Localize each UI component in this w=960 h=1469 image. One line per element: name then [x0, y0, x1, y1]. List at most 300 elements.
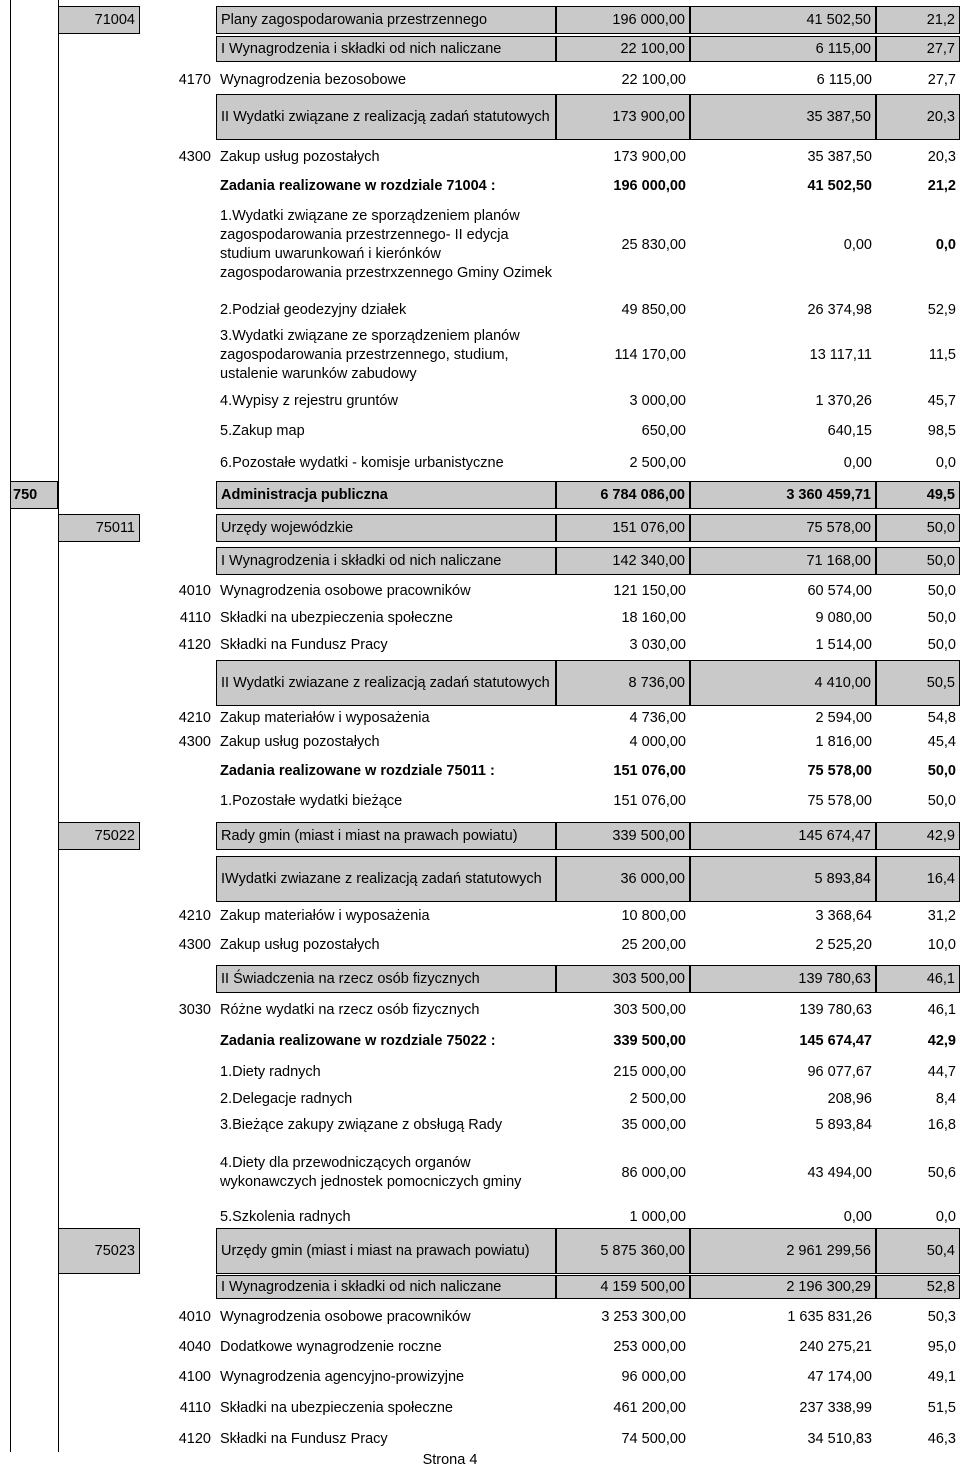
description-cell: 3.Wydatki związane ze sporządzeniem planów zagospodarowania przestrzennego, studium, ustalenie warunków zabudowy: [220, 327, 520, 382]
table-row: [0, 905, 960, 927]
description-cell: Zakup usług pozostałych: [220, 936, 380, 953]
rozdzial-cell: [58, 1306, 140, 1328]
table-row: [0, 965, 960, 993]
percent-cell: 0,0: [935, 236, 956, 253]
description-cell: 3.Bieżące zakupy związane z obsługą Rady: [220, 1116, 503, 1133]
dzial-cell: [10, 145, 58, 169]
plan-amount-cell: 2 500,00: [629, 454, 686, 471]
paragraf-cell: 4210: [178, 709, 211, 726]
dzial-cell: [10, 1366, 58, 1388]
dzial-cell: [10, 965, 58, 993]
executed-amount-cell: 640,15: [827, 422, 872, 439]
rozdzial-cell: [58, 94, 140, 140]
rozdzial-cell: [58, 1336, 140, 1358]
percent-cell: 31,2: [927, 907, 956, 924]
executed-amount-cell: 2 525,20: [815, 936, 872, 953]
plan-amount-cell: 303 500,00: [556, 965, 690, 993]
executed-amount-cell: 240 275,21: [799, 1338, 872, 1355]
percent-cell: 50,0: [927, 582, 956, 599]
dzial-cell: [10, 856, 58, 902]
table-row: [0, 1397, 960, 1419]
description-cell: 5.Zakup map: [220, 422, 305, 439]
description-cell: 4.Diety dla przewodniczących organów wykonawczych jednostek pomocniczych gminy: [220, 1155, 522, 1190]
plan-amount-cell: 461 200,00: [613, 1399, 686, 1416]
executed-amount-cell: 34 510,83: [807, 1430, 872, 1447]
percent-cell: 42,9: [876, 822, 960, 850]
executed-amount-cell: 145 674,47: [690, 822, 876, 850]
executed-amount-cell: 3 360 459,71: [690, 481, 876, 509]
table-row: [0, 1228, 960, 1274]
paragraf-cell: [140, 390, 215, 412]
percent-cell: 50,3: [927, 1308, 956, 1325]
paragraf-cell: 4040: [178, 1338, 211, 1355]
plan-amount-cell: 22 100,00: [556, 36, 690, 62]
table-row: [0, 420, 960, 442]
percent-cell: 16,4: [876, 856, 960, 902]
table-row: [0, 580, 960, 602]
table-row: [0, 790, 960, 812]
dzial-cell: [10, 1061, 58, 1083]
column-divider: [58, 0, 59, 1452]
description-cell: Składki na Fundusz Pracy: [220, 1430, 388, 1447]
percent-cell: 10,0: [927, 936, 956, 953]
paragraf-cell: [140, 514, 215, 542]
description-cell: Urzędy wojewódzkie: [216, 514, 556, 542]
plan-amount-cell: 25 830,00: [621, 236, 686, 253]
executed-amount-cell: 71 168,00: [690, 547, 876, 575]
executed-amount-cell: 35 387,50: [690, 94, 876, 140]
plan-amount-cell: 10 800,00: [621, 907, 686, 924]
table-row: [0, 934, 960, 956]
table-row: [0, 1306, 960, 1328]
plan-amount-cell: 2 500,00: [629, 1090, 686, 1107]
paragraf-cell: [140, 660, 215, 706]
paragraf-cell: [140, 1028, 215, 1054]
dzial-cell: [10, 822, 58, 850]
dzial-cell: [10, 1028, 58, 1054]
percent-cell: 50,0: [927, 609, 956, 626]
description-cell: I Wynagrodzenia i składki od nich naliczane: [216, 547, 556, 575]
rozdzial-cell: [58, 790, 140, 812]
executed-amount-cell: 1 816,00: [815, 733, 872, 750]
paragraf-cell: [140, 452, 215, 474]
rozdzial-cell: [58, 660, 140, 706]
plan-amount-cell: 4 159 500,00: [556, 1275, 690, 1299]
rozdzial-cell: [58, 707, 140, 729]
executed-amount-cell: 2 196 300,29: [690, 1275, 876, 1299]
executed-amount-cell: 1 635 831,26: [787, 1308, 872, 1325]
dzial-cell: [10, 1336, 58, 1358]
dzial-cell: [10, 94, 58, 140]
paragraf-cell: [140, 856, 215, 902]
percent-cell: 50,6: [927, 1164, 956, 1181]
rozdzial-cell: [58, 731, 140, 753]
description-cell: Plany zagospodarowania przestrzennego: [216, 6, 556, 34]
rozdzial-cell: [58, 69, 140, 91]
description-cell: Składki na ubezpieczenia społeczne: [220, 609, 453, 626]
percent-cell: 21,2: [876, 6, 960, 34]
plan-amount-cell: 1 000,00: [629, 1208, 686, 1225]
dzial-cell: [10, 299, 58, 321]
plan-amount-cell: 96 000,00: [621, 1368, 686, 1385]
rozdzial-cell: [58, 1061, 140, 1083]
description-cell: II Wydatki zwiazane z realizacją zadań statutowych: [216, 660, 556, 706]
plan-amount-cell: 25 200,00: [621, 936, 686, 953]
dzial-cell: [10, 607, 58, 629]
rozdzial-cell: 71004: [58, 6, 140, 34]
dzial-cell: [10, 999, 58, 1021]
description-cell: Rady gmin (miast i miast na prawach powiatu): [216, 822, 556, 850]
percent-cell: 54,8: [927, 709, 956, 726]
paragraf-cell: [140, 6, 215, 34]
rozdzial-cell: [58, 1206, 140, 1228]
paragraf-cell: [140, 420, 215, 442]
executed-amount-cell: 0,00: [843, 236, 872, 253]
percent-cell: 27,7: [927, 71, 956, 88]
dzial-cell: [10, 790, 58, 812]
rozdzial-cell: [58, 452, 140, 474]
percent-cell: 46,1: [876, 965, 960, 993]
dzial-cell: [10, 514, 58, 542]
plan-amount-cell: 142 340,00: [556, 547, 690, 575]
paragraf-cell: 4210: [178, 907, 211, 924]
table-row: [0, 481, 960, 509]
description-cell: 2.Delegacje radnych: [220, 1090, 353, 1107]
plan-amount-cell: 196 000,00: [613, 177, 686, 194]
paragraf-cell: 4120: [178, 636, 211, 653]
plan-amount-cell: 86 000,00: [621, 1164, 686, 1181]
paragraf-cell: [140, 1275, 215, 1299]
dzial-cell: [10, 1397, 58, 1419]
dzial-cell: [10, 660, 58, 706]
rozdzial-cell: [58, 390, 140, 412]
percent-cell: 20,3: [876, 94, 960, 140]
rozdzial-cell: [58, 36, 140, 62]
executed-amount-cell: 96 077,67: [807, 1063, 872, 1080]
percent-cell: 0,0: [935, 1208, 956, 1225]
dzial-cell: [10, 324, 58, 386]
paragraf-cell: 4120: [178, 1430, 211, 1447]
paragraf-cell: 4170: [178, 71, 211, 88]
table-row: [0, 390, 960, 412]
table-row: [0, 758, 960, 784]
paragraf-cell: [140, 965, 215, 993]
dzial-cell: [10, 1306, 58, 1328]
description-cell: Zadania realizowane w rozdziale 75022 :: [220, 1032, 496, 1049]
description-cell: 1.Wydatki związane ze sporządzeniem planów zagospodarowania przestrzennego- II edycja studium uwarunkowań i kierónków zagospodarowania przestrxzennego Gminy Ozimek: [220, 208, 553, 281]
rozdzial-cell: [58, 1275, 140, 1299]
executed-amount-cell: 75 578,00: [807, 762, 872, 779]
percent-cell: 49,5: [876, 481, 960, 509]
description-cell: Zadania realizowane w rozdziale 75011 :: [220, 762, 495, 779]
description-cell: 2.Podział geodezyjny działek: [220, 301, 407, 318]
rozdzial-cell: [58, 145, 140, 169]
plan-amount-cell: 215 000,00: [613, 1063, 686, 1080]
executed-amount-cell: 41 502,50: [807, 177, 872, 194]
percent-cell: 42,9: [927, 1032, 956, 1049]
percent-cell: 20,3: [927, 148, 956, 165]
percent-cell: 50,4: [876, 1228, 960, 1274]
plan-amount-cell: 339 500,00: [556, 822, 690, 850]
plan-amount-cell: 151 076,00: [613, 792, 686, 809]
rozdzial-cell: [58, 299, 140, 321]
executed-amount-cell: 5 893,84: [815, 1116, 872, 1133]
table-row: [0, 514, 960, 542]
rozdzial-cell: [58, 195, 140, 295]
executed-amount-cell: 2 594,00: [815, 709, 872, 726]
plan-amount-cell: 339 500,00: [613, 1032, 686, 1049]
description-cell: Zakup materiałów i wyposażenia: [220, 907, 430, 924]
description-cell: I Wynagrodzenia i składki od nich naliczane: [216, 1275, 556, 1299]
description-cell: 4.Wypisy z rejestru gruntów: [220, 392, 398, 409]
plan-amount-cell: 74 500,00: [621, 1430, 686, 1447]
description-cell: Administracja publiczna: [216, 481, 556, 509]
executed-amount-cell: 13 117,11: [809, 346, 872, 363]
plan-amount-cell: 303 500,00: [613, 1001, 686, 1018]
paragraf-cell: 4100: [178, 1368, 211, 1385]
plan-amount-cell: 4 736,00: [629, 709, 686, 726]
paragraf-cell: [140, 790, 215, 812]
description-cell: 5.Szkolenia radnych: [220, 1208, 351, 1225]
executed-amount-cell: 75 578,00: [690, 514, 876, 542]
dzial-cell: [10, 195, 58, 295]
plan-amount-cell: 173 900,00: [556, 94, 690, 140]
paragraf-cell: [140, 547, 215, 575]
table-row: [0, 1150, 960, 1196]
dzial-cell: [10, 934, 58, 956]
percent-cell: 52,9: [927, 301, 956, 318]
plan-amount-cell: 3 000,00: [629, 392, 686, 409]
plan-amount-cell: 4 000,00: [629, 733, 686, 750]
plan-amount-cell: 5 875 360,00: [556, 1228, 690, 1274]
rozdzial-cell: [58, 1428, 140, 1450]
rozdzial-cell: [58, 547, 140, 575]
executed-amount-cell: 208,96: [827, 1090, 872, 1107]
percent-cell: 44,7: [927, 1063, 956, 1080]
dzial-cell: 750: [10, 481, 58, 509]
plan-amount-cell: 3 030,00: [629, 636, 686, 653]
rozdzial-cell: [58, 965, 140, 993]
table-row: [0, 1061, 960, 1083]
executed-amount-cell: 9 080,00: [815, 609, 872, 626]
dzial-cell: [10, 1206, 58, 1228]
plan-amount-cell: 35 000,00: [621, 1116, 686, 1133]
plan-amount-cell: 650,00: [641, 422, 686, 439]
table-row: [0, 1428, 960, 1450]
table-row: [0, 36, 960, 62]
description-cell: 1.Pozostałe wydatki bieżące: [220, 792, 403, 809]
paragraf-cell: [140, 1150, 215, 1196]
rozdzial-cell: [58, 420, 140, 442]
paragraf-cell: [140, 195, 215, 295]
paragraf-cell: [140, 481, 215, 509]
rozdzial-cell: [58, 580, 140, 602]
plan-amount-cell: 173 900,00: [613, 148, 686, 165]
paragraf-cell: [140, 1061, 215, 1083]
percent-cell: 50,0: [927, 792, 956, 809]
table-row: [0, 299, 960, 321]
rozdzial-cell: 75022: [58, 822, 140, 850]
dzial-cell: [10, 707, 58, 729]
page-footer: Strona 4: [422, 1452, 478, 1468]
percent-cell: 46,1: [927, 1001, 956, 1018]
paragraf-cell: 3030: [178, 1001, 211, 1018]
dzial-cell: [10, 1428, 58, 1450]
table-row: [0, 324, 960, 386]
rozdzial-cell: [58, 1366, 140, 1388]
paragraf-cell: [140, 299, 215, 321]
dzial-cell: [10, 36, 58, 62]
paragraf-cell: [140, 758, 215, 784]
percent-cell: 45,4: [927, 733, 956, 750]
table-row: [0, 1114, 960, 1136]
plan-amount-cell: 196 000,00: [556, 6, 690, 34]
plan-amount-cell: 151 076,00: [556, 514, 690, 542]
dzial-cell: [10, 452, 58, 474]
paragraf-cell: 4110: [179, 609, 211, 626]
description-cell: Wynagrodzenia bezosobowe: [220, 71, 407, 88]
paragraf-cell: 4110: [179, 1399, 211, 1416]
paragraf-cell: [140, 1228, 215, 1274]
description-cell: Wynagrodzenia osobowe pracowników: [220, 582, 471, 599]
percent-cell: 50,5: [876, 660, 960, 706]
plan-amount-cell: 22 100,00: [621, 71, 686, 88]
rozdzial-cell: [58, 1150, 140, 1196]
percent-cell: 50,0: [927, 636, 956, 653]
percent-cell: 52,8: [876, 1275, 960, 1299]
table-row: [0, 1366, 960, 1388]
executed-amount-cell: 0,00: [843, 454, 872, 471]
description-cell: Urzędy gmin (miast i miast na prawach powiatu): [216, 1228, 556, 1274]
rozdzial-cell: [58, 1397, 140, 1419]
plan-amount-cell: 8 736,00: [556, 660, 690, 706]
table-left-border: [10, 0, 11, 1452]
table-row: [0, 856, 960, 902]
paragraf-cell: 4010: [178, 582, 211, 599]
percent-cell: 46,3: [927, 1430, 956, 1447]
dzial-cell: [10, 1150, 58, 1196]
table-row: [0, 195, 960, 295]
executed-amount-cell: 1 514,00: [815, 636, 872, 653]
percent-cell: 0,0: [935, 454, 956, 471]
dzial-cell: [10, 1228, 58, 1274]
description-cell: 1.Diety radnych: [220, 1063, 321, 1080]
percent-cell: 51,5: [927, 1399, 956, 1416]
executed-amount-cell: 0,00: [843, 1208, 872, 1225]
description-cell: 6.Pozostałe wydatki - komisje urbanistyczne: [220, 454, 504, 471]
table-row: [0, 822, 960, 850]
table-row: [0, 731, 960, 753]
percent-cell: 11,5: [928, 346, 956, 363]
dzial-cell: [10, 580, 58, 602]
executed-amount-cell: 139 780,63: [799, 1001, 872, 1018]
description-cell: Wynagrodzenia agencyjno-prowizyjne: [220, 1368, 465, 1385]
executed-amount-cell: 145 674,47: [799, 1032, 872, 1049]
paragraf-cell: [140, 36, 215, 62]
rozdzial-cell: [58, 607, 140, 629]
plan-amount-cell: 18 160,00: [621, 609, 686, 626]
executed-amount-cell: 3 368,64: [815, 907, 872, 924]
table-row: [0, 660, 960, 706]
table-row: [0, 145, 960, 169]
executed-amount-cell: 6 115,00: [690, 36, 876, 62]
table-row: [0, 1275, 960, 1299]
percent-cell: 50,0: [876, 547, 960, 575]
dzial-cell: [10, 390, 58, 412]
description-cell: I Wynagrodzenia i składki od nich naliczane: [216, 36, 556, 62]
plan-amount-cell: 49 850,00: [621, 301, 686, 318]
paragraf-cell: [140, 324, 215, 386]
percent-cell: 49,1: [927, 1368, 956, 1385]
table-row: [0, 607, 960, 629]
description-cell: IWydatki zwiazane z realizacją zadań statutowych: [216, 856, 556, 902]
dzial-cell: [10, 1114, 58, 1136]
percent-cell: 50,0: [876, 514, 960, 542]
executed-amount-cell: 5 893,84: [690, 856, 876, 902]
paragraf-cell: [140, 1206, 215, 1228]
paragraf-cell: [140, 1114, 215, 1136]
paragraf-cell: [140, 94, 215, 140]
table-row: [0, 1088, 960, 1110]
paragraf-cell: 4300: [178, 936, 211, 953]
executed-amount-cell: 60 574,00: [807, 582, 872, 599]
executed-amount-cell: 6 115,00: [816, 71, 872, 88]
table-row: [0, 94, 960, 140]
executed-amount-cell: 4 410,00: [690, 660, 876, 706]
dzial-cell: [10, 634, 58, 656]
plan-amount-cell: 6 784 086,00: [556, 481, 690, 509]
description-cell: Składki na Fundusz Pracy: [220, 636, 388, 653]
description-cell: Zakup usług pozostałych: [220, 733, 380, 750]
table-row: [0, 452, 960, 474]
plan-amount-cell: 253 000,00: [613, 1338, 686, 1355]
plan-amount-cell: 121 150,00: [613, 582, 686, 599]
description-cell: Zakup materiałów i wyposażenia: [220, 709, 430, 726]
dzial-cell: [10, 731, 58, 753]
percent-cell: 98,5: [927, 422, 956, 439]
description-cell: Zadania realizowane w rozdziale 71004 :: [220, 177, 496, 194]
rozdzial-cell: [58, 905, 140, 927]
paragraf-cell: 4300: [178, 148, 211, 165]
rozdzial-cell: [58, 999, 140, 1021]
rozdzial-cell: 75023: [58, 1228, 140, 1274]
executed-amount-cell: 139 780,63: [690, 965, 876, 993]
executed-amount-cell: 47 174,00: [807, 1368, 872, 1385]
description-cell: II Świadczenia na rzecz osób fizycznych: [216, 965, 556, 993]
table-row: [0, 999, 960, 1021]
description-cell: Zakup usług pozostałych: [220, 148, 380, 165]
rozdzial-cell: [58, 481, 140, 509]
dzial-cell: [10, 420, 58, 442]
table-row: [0, 6, 960, 34]
rozdzial-cell: [58, 1088, 140, 1110]
rozdzial-cell: 75011: [58, 514, 140, 542]
description-cell: Różne wydatki na rzecz osób fizycznych: [220, 1001, 480, 1018]
paragraf-cell: 4010: [178, 1308, 211, 1325]
dzial-cell: [10, 1275, 58, 1299]
table-row: [0, 1336, 960, 1358]
executed-amount-cell: 43 494,00: [807, 1164, 872, 1181]
dzial-cell: [10, 547, 58, 575]
rozdzial-cell: [58, 934, 140, 956]
paragraf-cell: [140, 1088, 215, 1110]
plan-amount-cell: 3 253 300,00: [601, 1308, 686, 1325]
table-row: [0, 69, 960, 91]
table-row: [0, 707, 960, 729]
percent-cell: 50,0: [927, 762, 956, 779]
percent-cell: 8,4: [935, 1090, 956, 1107]
description-cell: II Wydatki związane z realizacją zadań statutowych: [216, 94, 556, 140]
